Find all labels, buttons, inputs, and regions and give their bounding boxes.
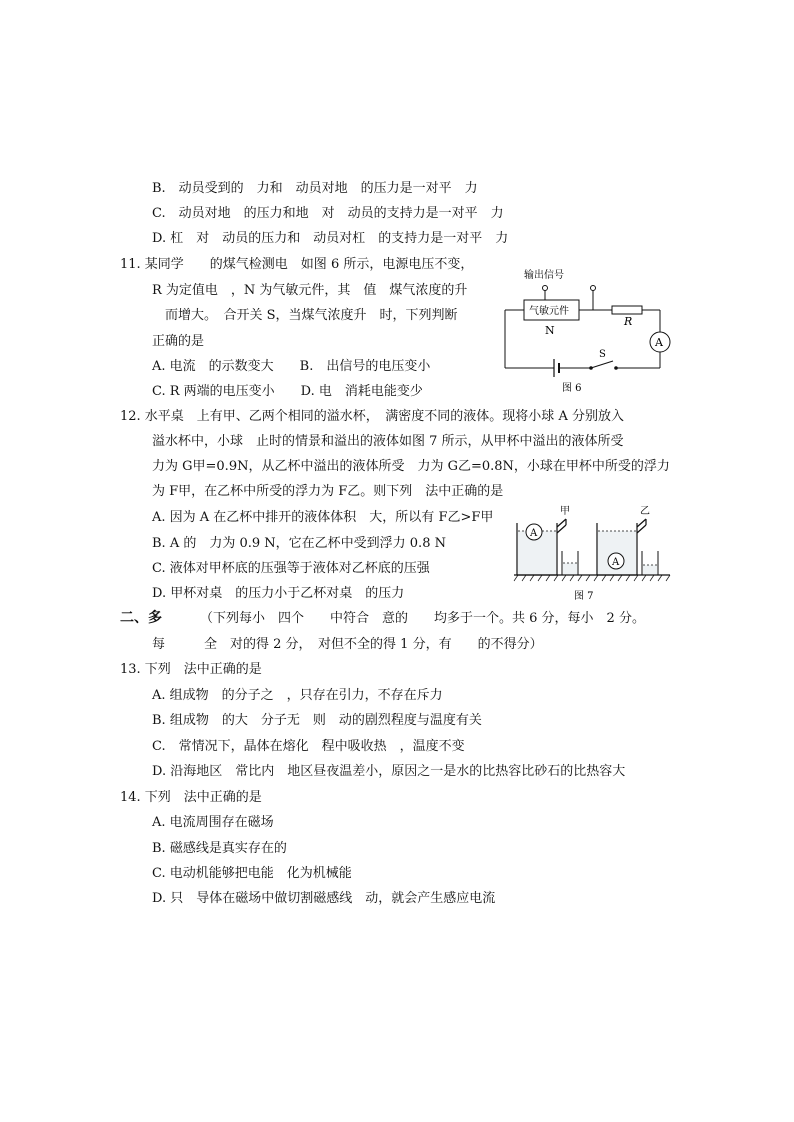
section-2-instructions-line-2: 每 全 对的得 2 分， 对但不全的得 1 分，有 的不得分） xyxy=(152,637,543,652)
q12-option-c: C. 液体对甲杯底的压强等于液体对乙杯底的压强 xyxy=(152,561,430,576)
q13-option-b: B. 组成物 的大 分子无 则 动的剧烈程度与温度有关 xyxy=(152,713,482,728)
q13-option-a: A. 组成物 的分子之 ，只存在引力，不存在斥力 xyxy=(152,688,443,703)
figure-6-caption: 图 6 xyxy=(562,383,582,394)
ball-a-label-jia: A xyxy=(530,528,538,539)
q10-option-d: D. 杠 对 动员的压力和 动员对杠 的支持力是一对平 力 xyxy=(152,231,509,246)
q12-stem-line-1: 12. 水平桌 上有甲、乙两个相同的溢水杯， 满密度不同的液体。现将小球 A 分别放入 xyxy=(120,409,624,424)
figure-7-overflow-cups xyxy=(512,505,672,605)
q12-option-d: D. 甲杯对桌 的压力小于乙杯对桌 的压力 xyxy=(152,586,405,601)
q12-option-b: B. A 的 力为 0.9 N，它在乙杯中受到浮力 0.8 N xyxy=(152,536,446,551)
q11-stem-line-1: 11. 某同学 的煤气检测电 如图 6 所示，电源电压不变， xyxy=(120,257,474,272)
q10-option-c: C. 动员对地 的压力和地 对 动员的支持力是一对平 力 xyxy=(152,206,504,221)
sensor-n-label: N xyxy=(545,324,555,337)
section-2-heading: 二、多 xyxy=(120,610,162,626)
q12-stem-line-2: 溢水杯中，小球 止时的情景和溢出的液体如图 7 所示，从甲杯中溢出的液体所受 xyxy=(152,434,624,449)
ball-a-label-yi: A xyxy=(612,557,620,568)
q14-option-b: B. 磁感线是真实存在的 xyxy=(152,841,287,856)
q12-stem-line-3: 力为 G甲=0.9N，从乙杯中溢出的液体所受 力为 G乙=0.8N，小球在甲杯中所受的浮力 xyxy=(152,459,670,474)
q11-stem-line-2: R 为定值电 ，N 为气敏元件，其 值 煤气浓度的升 xyxy=(152,283,468,298)
q14-option-c: C. 电动机能够把电能 化为机械能 xyxy=(152,866,352,881)
q14-option-a: A. 电流周围存在磁场 xyxy=(152,815,274,830)
q11-option-cd: C. R 两端的电压变小 D. 电 消耗电能变少 xyxy=(152,384,423,399)
q10-option-b: B. 动员受到的 力和 动员对地 的压力是一对平 力 xyxy=(152,181,478,196)
resistor-r-label: R xyxy=(624,315,633,328)
section-2-instructions-line-1: （下列每小 四个 中符合 意的 均多于一个。共 6 分，每小 2 分。 xyxy=(200,611,645,626)
q11-stem-line-3: 而增大。 合开关 S，当煤气浓度升 时，下列判断 xyxy=(152,308,458,323)
gas-sensor-label: 气敏元件 xyxy=(529,306,569,317)
figure-6-circuit xyxy=(500,262,685,397)
q11-stem-line-4: 正确的是 xyxy=(152,334,205,349)
switch-s-label: S xyxy=(599,349,606,360)
q14-option-d: D. 只 导体在磁场中做切割磁感线 动，就会产生感应电流 xyxy=(152,891,496,906)
cup-jia-label: 甲 xyxy=(560,506,570,517)
q14-stem: 14. 下列 法中正确的是 xyxy=(120,790,262,805)
ammeter-label: A xyxy=(655,336,663,349)
figure-7-caption: 图 7 xyxy=(574,591,594,602)
q13-stem: 13. 下列 法中正确的是 xyxy=(120,662,262,677)
q11-option-ab: A. 电流 的示数变大 B. 出信号的电压变小 xyxy=(152,359,431,374)
q12-option-a: A. 因为 A 在乙杯中排开的液体体积 大，所以有 F乙>F甲 xyxy=(152,510,494,525)
q12-stem-line-4: 为 F甲，在乙杯中所受的浮力为 F乙。则下列 法中正确的是 xyxy=(152,484,504,499)
cup-yi-label: 乙 xyxy=(640,506,650,517)
switch-s xyxy=(591,361,613,368)
output-signal-label: 输出信号 xyxy=(524,270,564,281)
q13-option-c: C. 常情况下，晶体在熔化 程中吸收热 ，温度不变 xyxy=(152,739,465,754)
resistor-r xyxy=(612,306,642,314)
q13-option-d: D. 沿海地区 常比内 地区昼夜温差小，原因之一是水的比热容比砂石的比热容大 xyxy=(152,764,626,779)
